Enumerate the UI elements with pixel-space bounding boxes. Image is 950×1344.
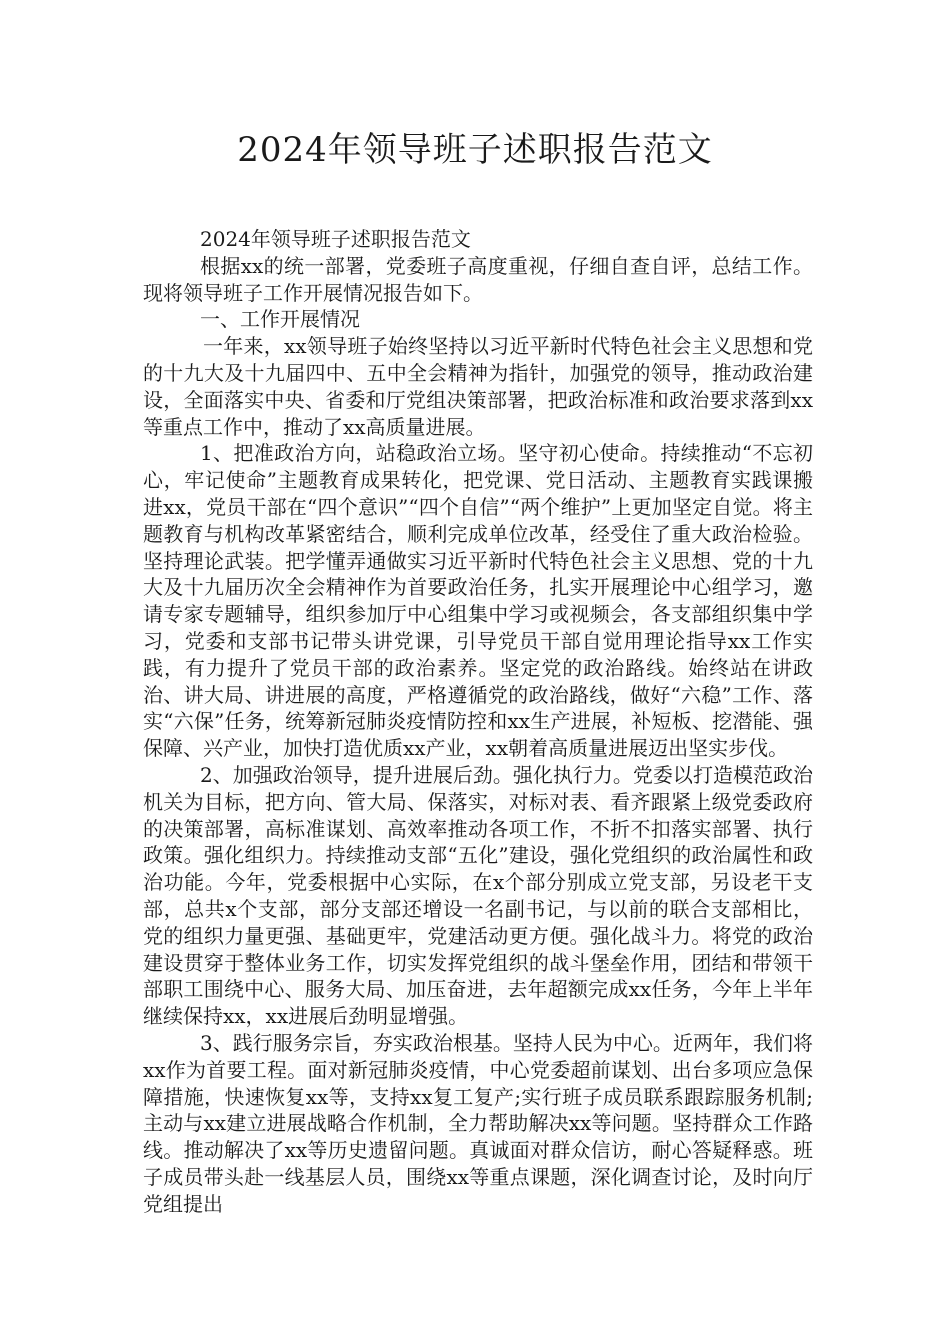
section-heading: 一、工作开展情况 (200, 307, 360, 332)
document-title: 2024年领导班子述职报告范文 (237, 130, 713, 170)
intro-paragraph: 根据xx的统一部署，党委班子高度重视，仔细自查自评，总结工作。现将领导班子工作开展情况报告如下。 (143, 253, 813, 305)
document-body (143, 226, 813, 1217)
overview-paragraph: 一年来，xx领导班子始终坚持以习近平新时代特色社会主义思想和党的十九大及十九届四中、五中全会精神为指针，加强党的领导，推动政治建设，全面落实中央、省委和厅党组决策部署，把政治标准和政治要求落到xx等重点工作中，推动了xx高质量进展。 (143, 334, 813, 439)
item-1-paragraph: 1、把准政治方向，站稳政治立场。坚守初心使命。持续推动“不忘初心，牢记使命”主题教育成果转化，把党课、党日活动、主题教育实践课搬进xx，党员干部在“四个意识”“四个自信”“两个维护”上更加坚定自觉。将主题教育与机构改革紧密结合，顺利完成单位改革，经受住了重大政治检验。坚持理论武装。把学懂弄通做实习近平新时代特色社会主义思想、党的十九大及十九届历次全会精神作为首要政治任务，扎实开展理论中心组学习，邀请专家专题辅导，组织参加厅中心组集中学习或视频会，各支部组织集中学习，党委和支部书记带头讲党课，引导党员干部自觉用理论指导xx工作实践，有力提升了党员干部的政治素养。坚定党的政治路线。始终站在讲政治、讲大局、讲进展的高度，严格遵循党的政治路线，做好“六稳”工作、落实“六保”任务，统筹新冠肺炎疫情防控和xx生产进展，补短板、挖潜能、强保障、兴产业，加快打造优质xx产业，xx朝着高质量进展迈出坚实步伐。 (143, 441, 813, 761)
item-3-paragraph: 3、践行服务宗旨，夯实政治根基。坚持人民为中心。近两年，我们将xx作为首要工程。面对新冠肺炎疫情，中心党委超前谋划、出台多项应急保障措施，快速恢复xx等，支持xx复工复产;实行班子成员联系跟踪服务机制;主动与xx建立进展战略合作机制，全力帮助解决xx等问题。坚持群众工作路线。推动解决了xx等历史遗留问题。真诚面对群众信访，耐心答疑释惑。班子成员带头赴一线基层人员，围绕xx等重点课题，深化调查讨论，及时向厅党组提出 (143, 1030, 813, 1216)
item-2-paragraph: 2、加强政治领导，提升进展后劲。强化执行力。党委以打造模范政治机关为目标，把方向、管大局、保落实，对标对表、看齐跟紧上级党委政府的决策部署，高标准谋划、高效率推动各项工作，不折不扣落实部署、执行政策。强化组织力。持续推动支部“五化”建设，强化党组织的政治属性和政治功能。今年，党委根据中心实际，在x个部分别成立党支部，另设老干支部，总共x个支部，部分支部还增设一名副书记，与以前的联合支部相比，党的组织力量更强、基础更牢，党建活动更方便。强化战斗力。将党的政治建设贯穿于整体业务工作，切实发挥党组织的战斗堡垒作用，团结和带领干部职工围绕中心、服务大局、加压奋进，去年超额完成xx任务，今年上半年继续保持xx，xx进展后劲明显增强。 (143, 762, 813, 1029)
subtitle-paragraph: 2024年领导班子述职报告范文 (200, 227, 471, 251)
